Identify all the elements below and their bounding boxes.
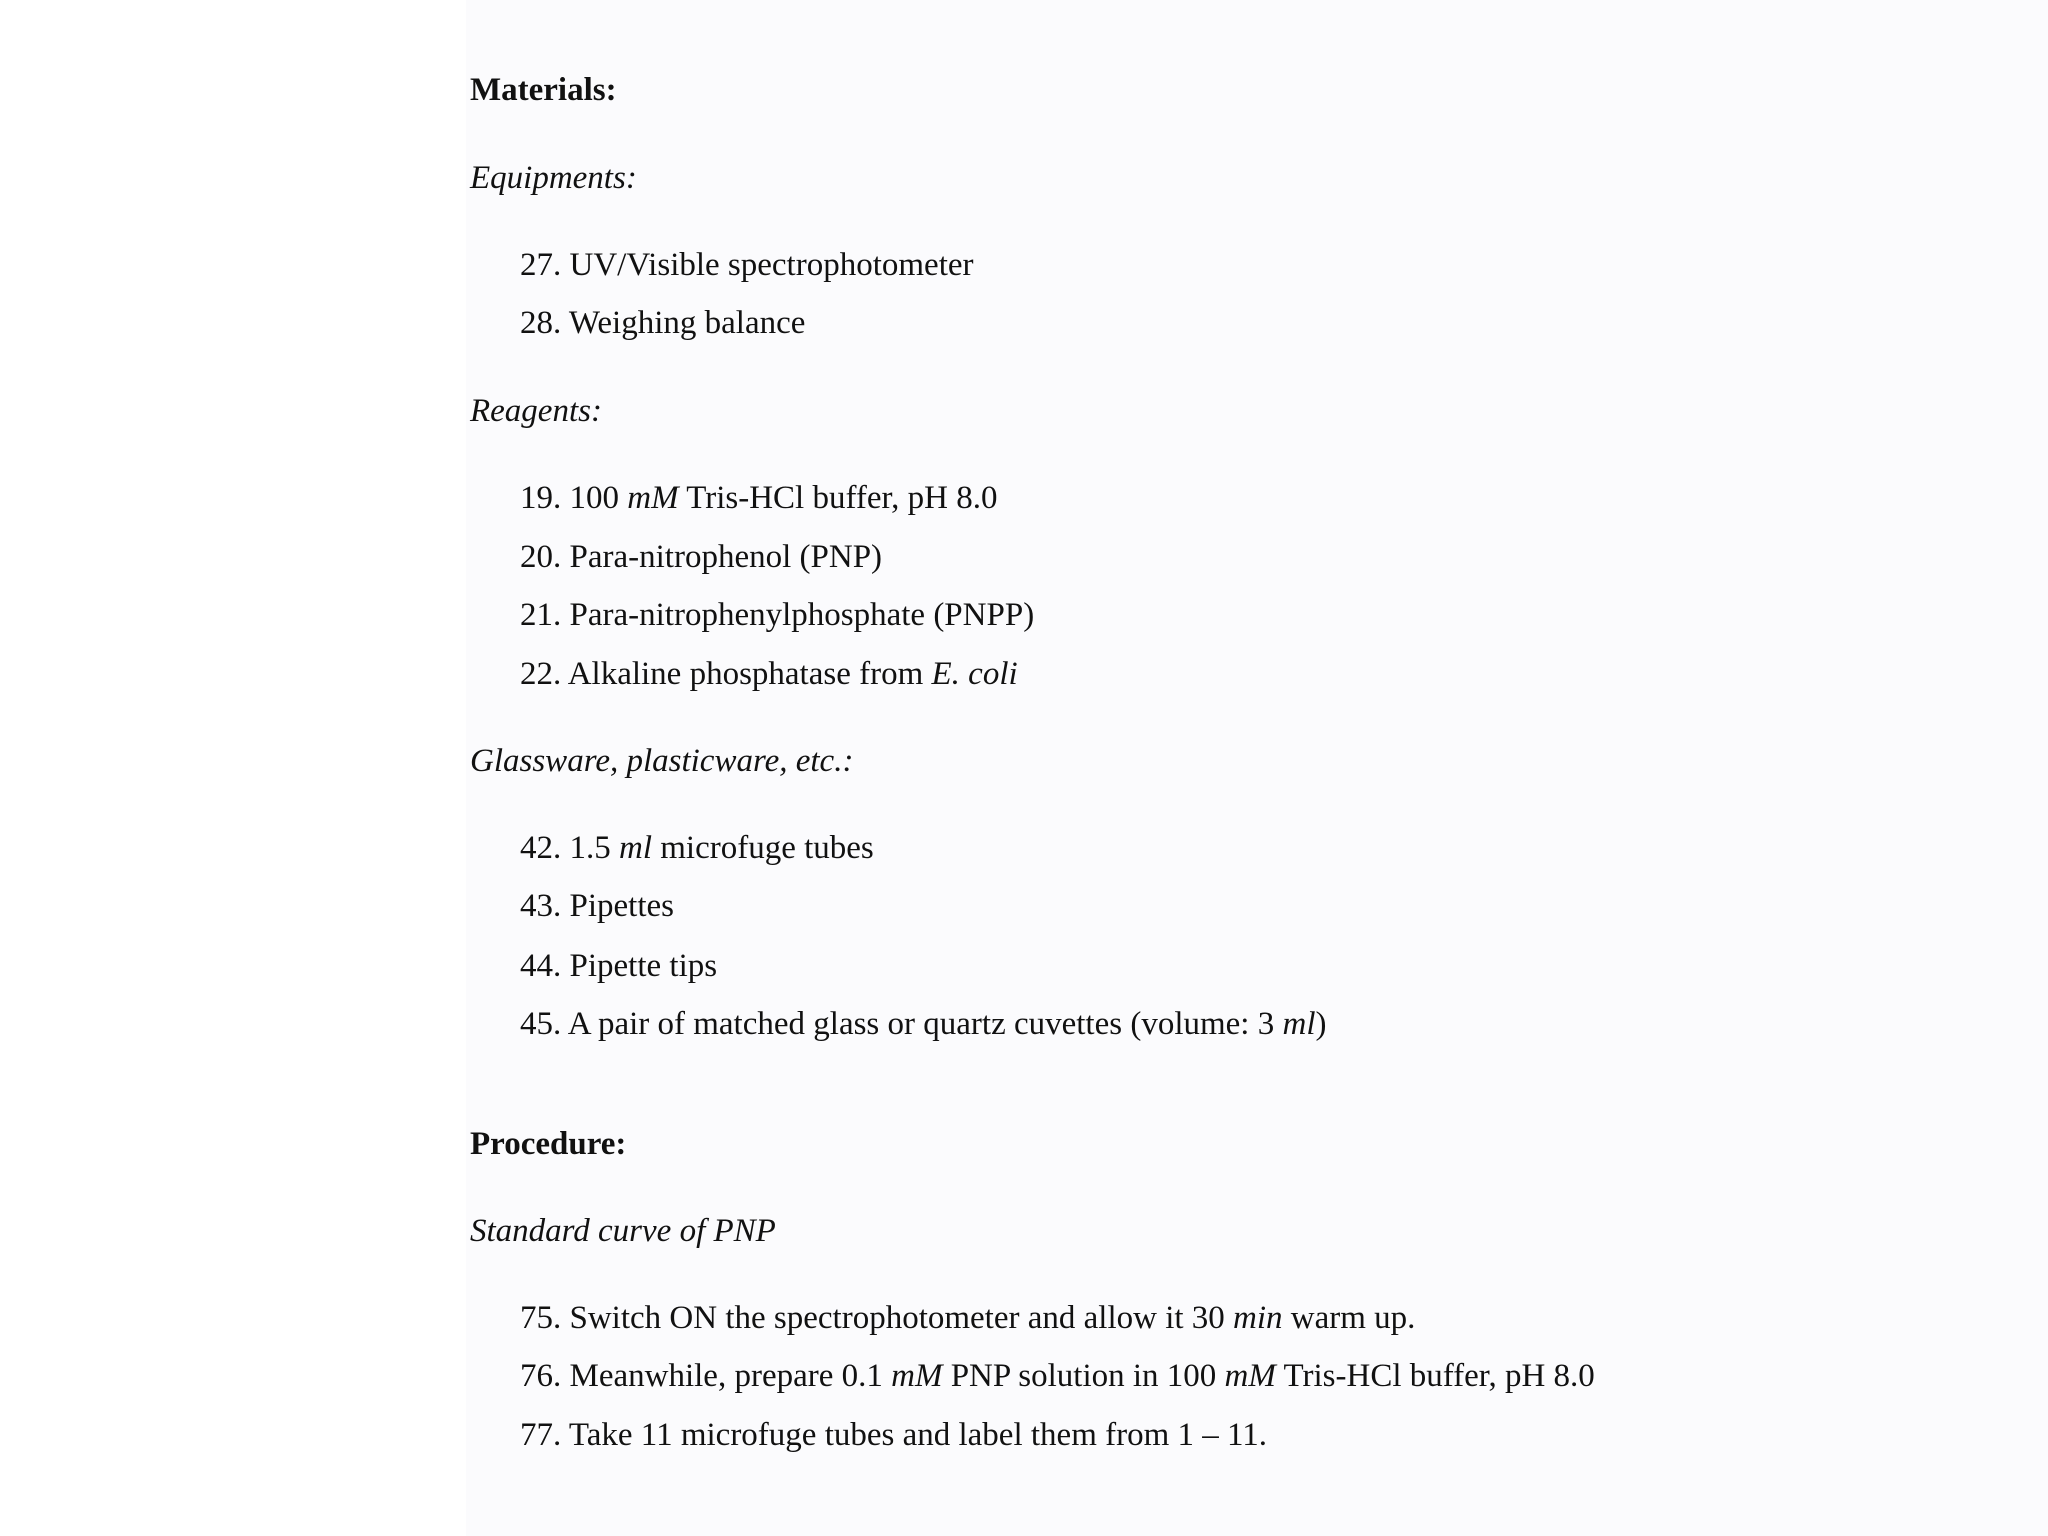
reagents-subheading: Reagents: (470, 393, 602, 429)
list-item: 27. UV/Visible spectrophotometer (520, 247, 974, 283)
list-item: 28. Weighing balance (520, 305, 806, 341)
list-item: 76. Meanwhile, prepare 0.1 mM PNP solution in 100 mM Tris-HCl buffer, pH 8.0 (520, 1358, 1595, 1394)
list-item: 44. Pipette tips (520, 948, 718, 984)
equipments-subheading: Equipments: (470, 160, 637, 196)
procedure-heading: Procedure: (470, 1126, 627, 1162)
list-item: 43. Pipettes (520, 888, 674, 924)
standard-curve-subheading: Standard curve of PNP (470, 1213, 776, 1249)
list-item: 77. Take 11 microfuge tubes and label them from 1 – 11. (520, 1417, 1268, 1453)
list-item: 21. Para-nitrophenylphosphate (PNPP) (520, 597, 1035, 633)
materials-heading: Materials: (470, 72, 617, 108)
list-item: 42. 1.5 ml microfuge tubes (520, 830, 874, 866)
list-item: 20. Para-nitrophenol (PNP) (520, 539, 883, 575)
list-item: 45. A pair of matched glass or quartz cuvettes (volume: 3 ml) (520, 1006, 1327, 1042)
list-item: 22. Alkaline phosphatase from E. coli (520, 656, 1018, 692)
list-item: 19. 100 mM Tris-HCl buffer, pH 8.0 (520, 480, 998, 516)
list-item: 75. Switch ON the spectrophotometer and allow it 30 min warm up. (520, 1300, 1416, 1336)
glassware-subheading: Glassware, plasticware, etc.: (470, 743, 854, 779)
